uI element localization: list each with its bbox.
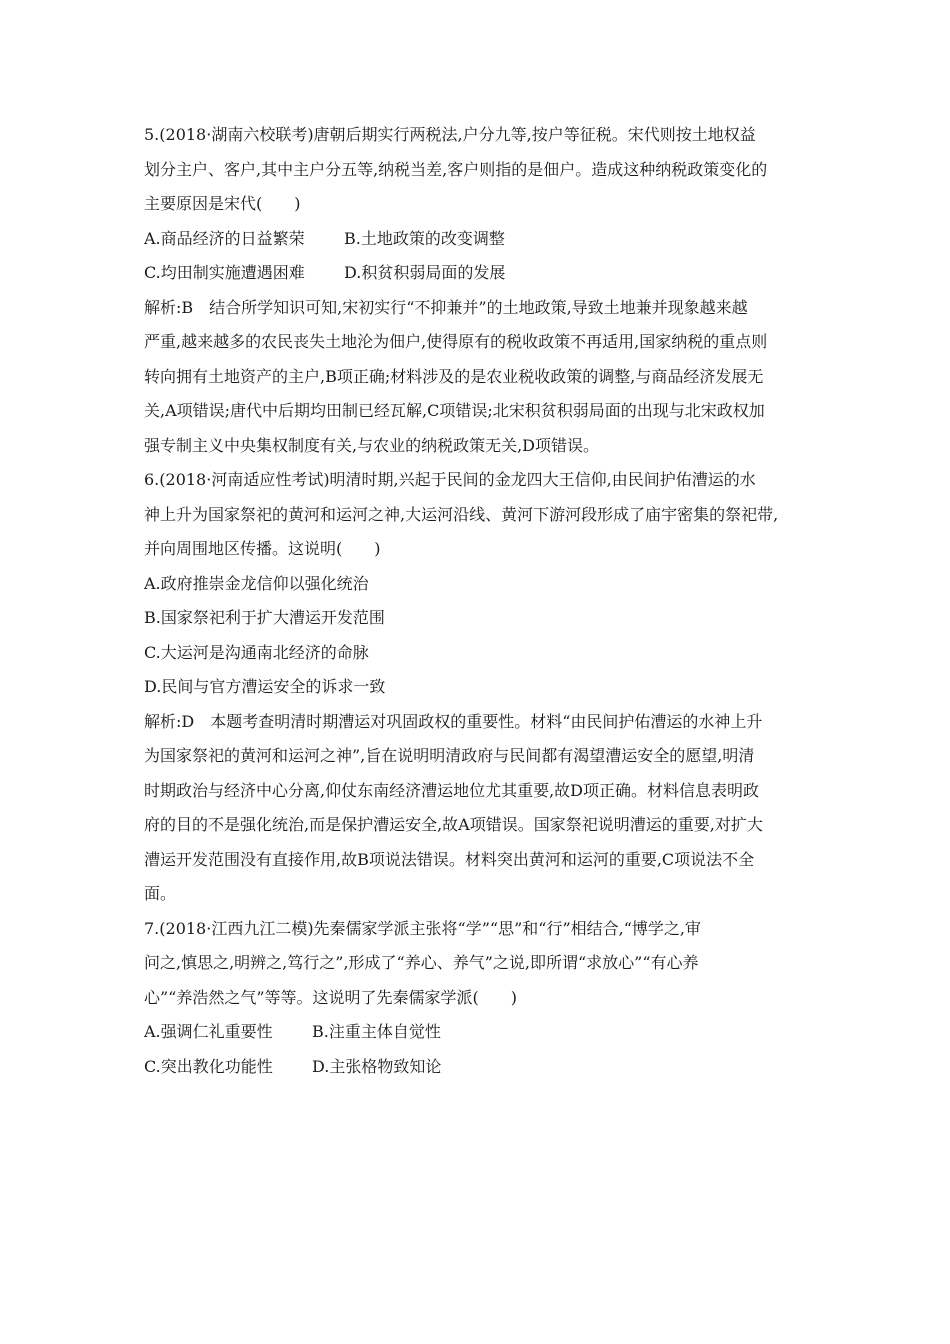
question-6 bbox=[144, 463, 812, 912]
q7-option-d: D.主张格物致知论 bbox=[312, 1056, 442, 1076]
q5-option-c: C.均田制实施遭遇困难 bbox=[144, 263, 305, 282]
q7-option-b: B.注重主体自觉性 bbox=[312, 1022, 441, 1041]
q6-option-d: D.民间与官方漕运安全的诉求一致 bbox=[144, 677, 386, 696]
q6-stem-line-1: 6.(2018·河南适应性考试)明清时期,兴起于民间的金龙四大王信仰,由民间护佑漕运的水 bbox=[144, 470, 756, 489]
q5-stem-line-1: 5.(2018·湖南六校联考)唐朝后期实行两税法,户分九等,按户等征税。宋代则按土地权益 bbox=[144, 125, 756, 144]
q7-stem-line-1: 7.(2018·江西九江二模)先秦儒家学派主张将“学”“思”和“行”相结合,“博学之,审 bbox=[144, 918, 701, 938]
q6-analysis-line-4: 府的目的不是强化统治,而是保护漕运安全,故A项错误。国家祭祀说明漕运的重要,对扩大 bbox=[144, 815, 763, 834]
q5-analysis-line-1: 解析:B 结合所学知识可知,宋初实行“不抑兼并”的土地政策,导致土地兼并现象越来越 bbox=[144, 297, 748, 317]
q5-analysis-line-5: 强专制主义中央集权制度有关,与农业的纳税政策无关,D项错误。 bbox=[144, 435, 600, 455]
q7-stem-line-3: 心”“养浩然之气”等等。这说明了先秦儒家学派( ) bbox=[144, 987, 518, 1007]
question-7 bbox=[144, 912, 812, 1085]
q7-options-row-2 bbox=[144, 1050, 812, 1085]
q5-stem-line-2: 划分主户、客户,其中主户分五等,纳税当差,客户则指的是佃户。造成这种纳税政策变化的 bbox=[144, 159, 768, 179]
q7-option-a: A.强调仁礼重要性 bbox=[144, 1022, 273, 1041]
q7-option-c: C.突出教化功能性 bbox=[144, 1056, 273, 1076]
q5-stem-line-3: 主要原因是宋代( ) bbox=[144, 194, 301, 213]
q6-stem-line-3: 并向周围地区传播。这说明( ) bbox=[144, 539, 381, 558]
q5-analysis-line-2: 严重,越来越多的农民丧失土地沦为佃户,使得原有的税收政策不再适用,国家纳税的重点则 bbox=[144, 332, 768, 351]
question-5 bbox=[144, 118, 812, 463]
q6-analysis-line-2: 为国家祭祀的黄河和运河之神”,旨在说明明清政府与民间都有渴望漕运安全的愿望,明清 bbox=[144, 746, 755, 765]
q5-options-row-2 bbox=[144, 256, 812, 291]
q7-options-row-1 bbox=[144, 1015, 812, 1050]
q5-option-d: D.积贫积弱局面的发展 bbox=[344, 263, 506, 282]
question-list bbox=[144, 118, 812, 1084]
q5-option-b: B.土地政策的改变调整 bbox=[344, 228, 505, 248]
q7-stem-line-2: 问之,慎思之,明辨之,笃行之”,形成了“养心、养气”之说,即所谓“求放心”“有心养 bbox=[144, 953, 699, 972]
q6-stem-line-2: 神上升为国家祭祀的黄河和运河之神,大运河沿线、黄河下游河段形成了庙宇密集的祭祀带, bbox=[144, 504, 779, 524]
q5-analysis-line-3: 转向拥有土地资产的主户,B项正确;材料涉及的是农业税收政策的调整,与商品经济发展无 bbox=[144, 366, 764, 386]
q6-option-a: A.政府推崇金龙信仰以强化统治 bbox=[144, 573, 369, 593]
q6-analysis-line-1: 解析:D 本题考查明清时期漕运对巩固政权的重要性。材料“由民间护佑漕运的水神上升 bbox=[144, 711, 763, 731]
q6-option-b: B.国家祭祀利于扩大漕运开发范围 bbox=[144, 608, 385, 627]
q6-option-c: C.大运河是沟通南北经济的命脉 bbox=[144, 642, 369, 662]
q5-option-a: A.商品经济的日益繁荣 bbox=[144, 228, 305, 248]
q5-options-row-1 bbox=[144, 222, 812, 257]
q5-analysis-line-4: 关,A项错误;唐代中后期均田制已经瓦解,C项错误;北宋积贫积弱局面的出现与北宋政权加 bbox=[144, 401, 765, 420]
q6-analysis-line-3: 时期政治与经济中心分离,仰仗东南经济漕运地位尤其重要,故D项正确。材料信息表明政 bbox=[144, 780, 760, 800]
q6-analysis-line-6: 面。 bbox=[144, 884, 177, 903]
q6-analysis-line-5: 漕运开发范围没有直接作用,故B项说法错误。材料突出黄河和运河的重要,C项说法不全 bbox=[144, 849, 755, 869]
